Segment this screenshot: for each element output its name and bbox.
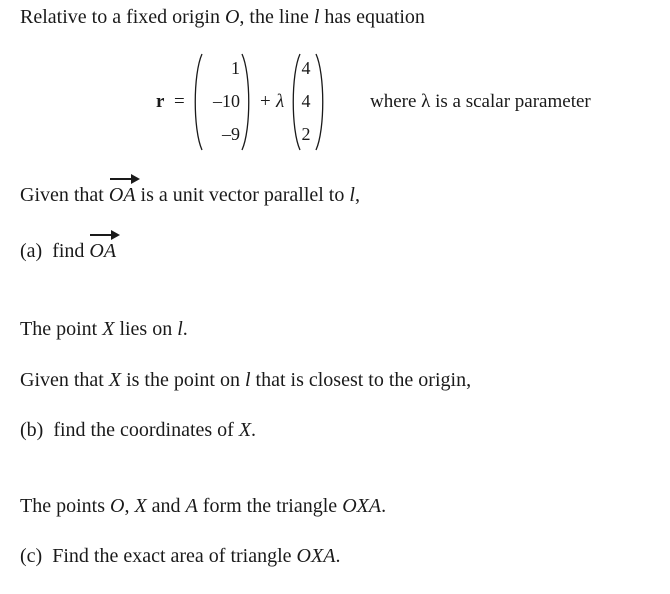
point-x-text: The point [20, 318, 103, 340]
parameter-note: where λ is a scalar parameter [370, 91, 591, 112]
given-line [20, 184, 360, 207]
triangle-text-mid: form the triangle [197, 495, 343, 517]
triangle-name: OXA [342, 495, 382, 517]
point-x-line [20, 318, 188, 341]
lambda-symbol: λ [276, 91, 285, 112]
point-x-symbol: X [102, 318, 115, 340]
triangle-name: OXA [296, 545, 336, 567]
part-c-label: (c) [20, 545, 43, 567]
direction-vector-y: 4 [301, 91, 311, 111]
intro-line [20, 6, 425, 29]
point-a-symbol: A [185, 495, 198, 517]
line-symbol: l [313, 6, 320, 28]
separator: , [124, 495, 135, 517]
intro-text: Relative to a fixed origin [20, 6, 225, 28]
closest-text: Given that [20, 369, 109, 391]
equals-sign: = [174, 91, 185, 112]
direction-vector-z: 2 [301, 124, 311, 144]
given-text-end: , [354, 184, 360, 206]
intro-text-end: has equation [319, 6, 425, 28]
triangle-line [20, 495, 386, 518]
closest-text-mid: is the point on [121, 369, 245, 391]
right-parenthesis-icon [314, 52, 328, 152]
point-x-text-end: . [182, 318, 188, 340]
part-b-text-end: . [251, 419, 257, 441]
line-symbol: l [177, 318, 183, 340]
given-text-mid: is a unit vector parallel to [135, 184, 350, 206]
and-text: and [146, 495, 186, 517]
triangle-text: The points [20, 495, 110, 517]
point-o-symbol: O [110, 495, 125, 517]
plus-sign: + [260, 91, 271, 112]
point-x-symbol: X [238, 419, 252, 441]
part-b-label: (b) [20, 419, 44, 441]
part-a-label: (a) [20, 240, 43, 262]
part-a-text: find [52, 240, 90, 262]
triangle-text-end: . [381, 495, 387, 517]
direction-vector-x: 4 [301, 58, 311, 78]
closest-line [20, 369, 471, 392]
equation-lhs: r [156, 91, 165, 112]
origin-symbol: O [224, 6, 240, 28]
vector-oa: OA [89, 240, 117, 262]
point-x-symbol: X [108, 369, 122, 391]
position-vector-x: 1 [231, 58, 240, 78]
point-x-text-mid: lies on [114, 318, 178, 340]
part-a [20, 240, 116, 263]
part-c-text: Find the exact area of triangle [52, 545, 297, 567]
left-parenthesis-icon [190, 52, 204, 152]
intro-text-mid: , the line [239, 6, 314, 28]
part-b [20, 419, 256, 442]
vector-oa: OA [108, 184, 136, 206]
position-vector-z: –9 [222, 124, 240, 144]
line-symbol: l [244, 369, 251, 391]
point-x-symbol: X [134, 495, 147, 517]
vector-equation [0, 52, 670, 156]
part-b-text: find the coordinates of [53, 419, 239, 441]
right-parenthesis-icon [240, 52, 254, 152]
part-c [20, 545, 340, 568]
part-c-text-end: . [335, 545, 341, 567]
closest-text-end: that is closest to the origin, [250, 369, 472, 391]
line-symbol: l [349, 184, 355, 206]
given-text: Given that [20, 184, 109, 206]
position-vector-y: –10 [213, 91, 240, 111]
